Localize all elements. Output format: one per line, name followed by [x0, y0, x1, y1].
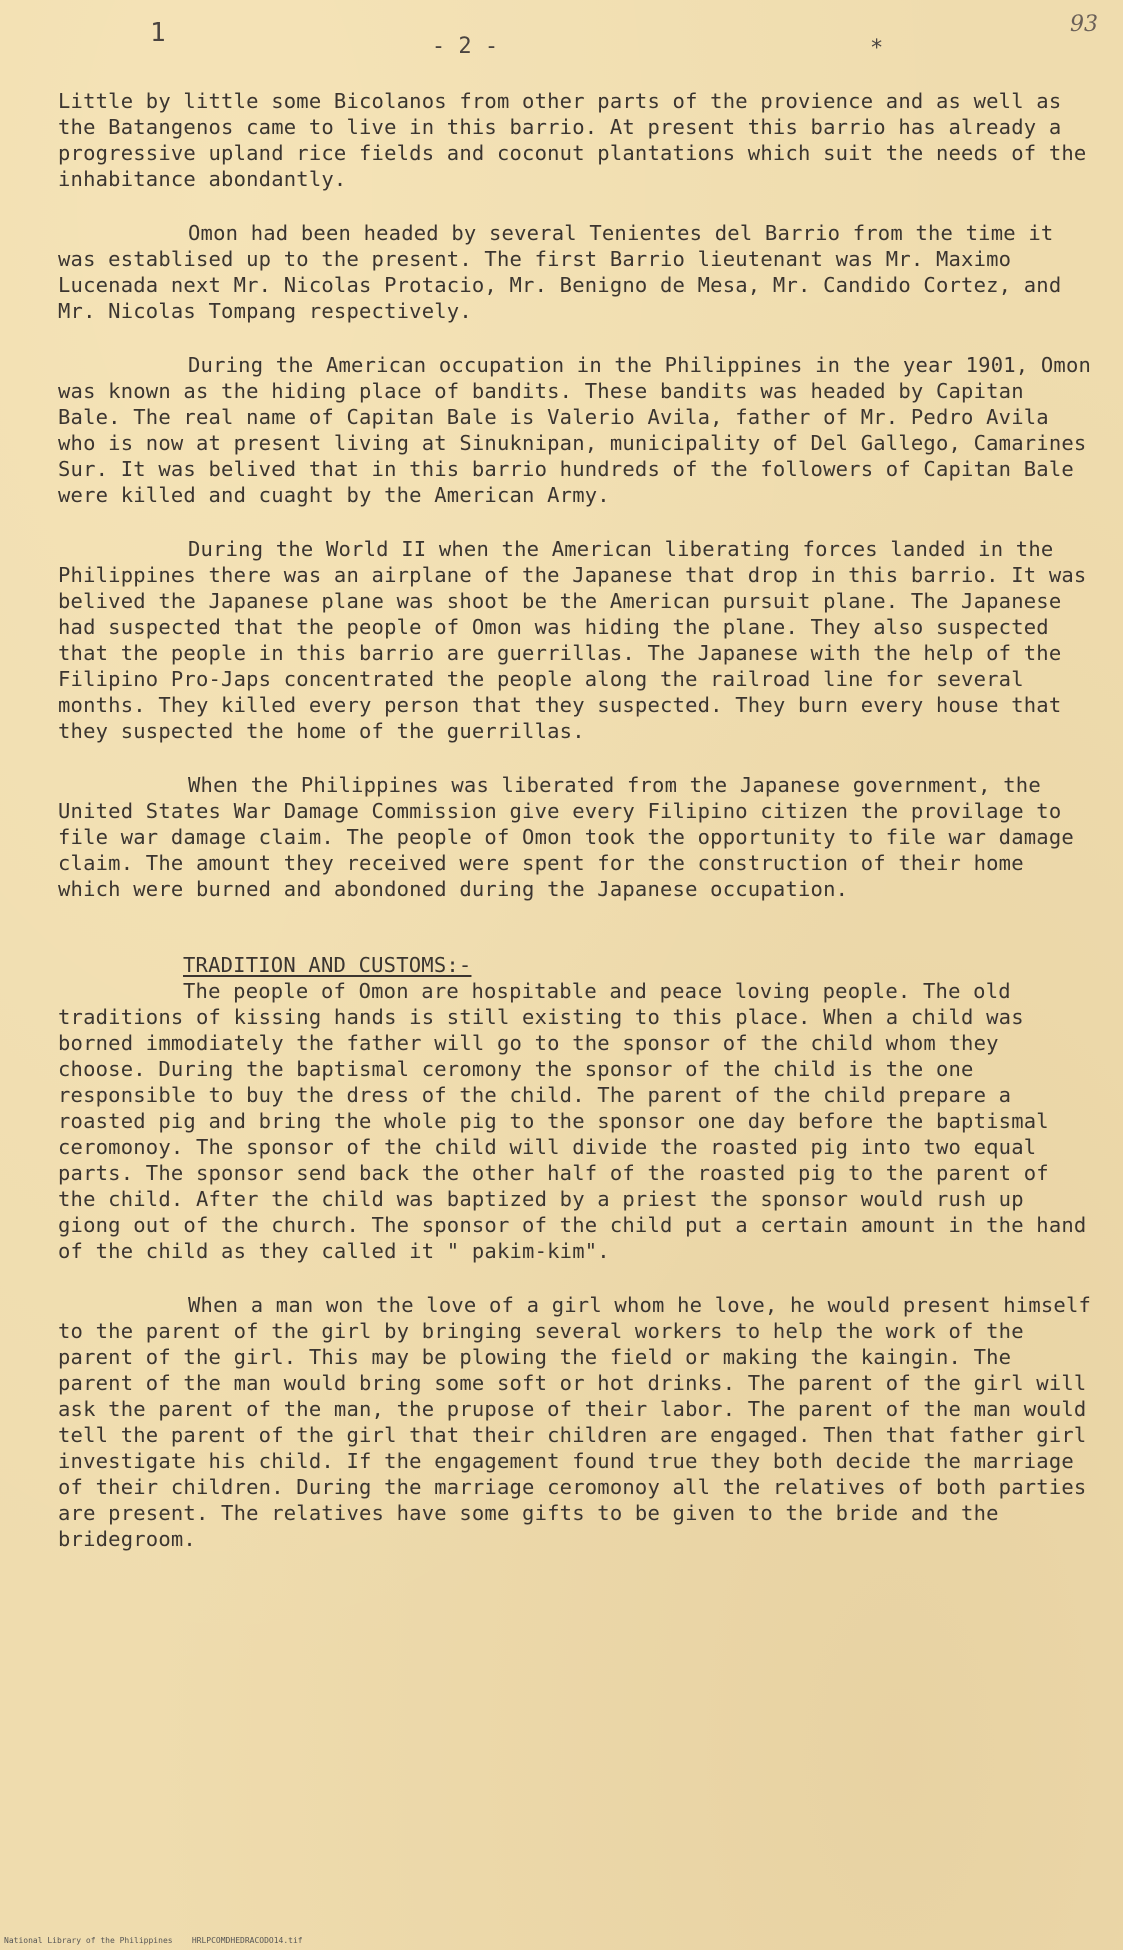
paragraph-settlement: Little by little some Bicolanos from other parts of the provience and as well as the Batangenos came to live in this barrio. At present this barrio has already a progressive upland rice fields and coconut plantations which suit the needs of the inhabitance abondantly.: [58, 89, 1099, 191]
handwritten-page-number: 93: [1070, 12, 1098, 37]
paragraph-baptism-traditions: The people of Omon are hospitable and peace loving people. The old traditions of kissing hands is still existing to this place. When a child was borned immodiately the father will go to the sponsor of the child whom they choose. During the baptismal ceromony the sponsor of the child is the one responsible to buy the dress of the child. The parent of the child prepare a roasted pig and bring the whole pig to the sponsor one day before the baptismal ceromonoy. The sponsor of the child will divide the roasted pig into two equal parts. The sponsor send back the other half of the roasted pig to the parent of the child. After the child was baptized by a priest the sponsor would rush up giong out of the church. The sponsor of the child put a certain amount in the hand of the child as they called it " pakim-kim".: [58, 979, 1099, 1263]
paragraph-world-war-ii: During the World II when the American liberating forces landed in the Philippines there was an airplane of the Japanese that drop in this barrio. It was belived the Japanese plane was shoot be the American pursuit plane. The Japanese had suspected that the people of Omon was hiding the plane. They also suspected that the people in this barrio are guerrillas. The Japanese with the help of the Filipino Pro-Japs concentrated the people along the railroad line for several months. They killed every person that they suspected. They burn every house that they suspected the home of the guerrillas.: [58, 537, 1099, 743]
paragraph-courtship-marriage: When a man won the love of a girl whom he love, he would present himself to the parent of the girl by bringing several workers to help the work of the parent of the girl. This may be plowing the field or making the kaingin. The parent of the man would bring some soft or hot drinks. The parent of the girl will ask the parent of the man, the prupose of their labor. The parent of the man would tell the parent of the girl that their children are engaged. Then that father girl investigate his child. If the engagement found true they both decide the marriage of their children. During the marriage ceromonoy all the relatives of both parties are present. The relatives have some gifts to be given to the bride and the bridegroom.: [58, 1293, 1104, 1551]
paragraph-liberation: When the Philippines was liberated from the Japanese government, the United States War Damage Commission give every Filipino citizen the provilage to file war damage claim. The people of Omon took the opportunity to file war damage claim. The amount they received were spent for the construction of their home which were burned and abondoned during the Japanese occupation.: [58, 773, 1087, 901]
section-heading-traditions: TRADITION AND CUSTOMS:-: [183, 953, 472, 977]
left-margin-mark: 1: [150, 18, 166, 48]
paragraph-barrio-leaders: Omon had been headed by several Tenientes del Barrio from the time it was establised up to the present. The first Barrio lieutenant was Mr. Maximo Lucenada next Mr. Nicolas Protacio, Mr. Benigno de Mesa, Mr. Candido Cortez, and Mr. Nicolas Tompang respectively.: [58, 221, 1074, 323]
archive-footer: National Library of the Philippines HRLPCOMDHEDRACODO14.tif: [4, 1936, 303, 1945]
document-body: [58, 88, 1104, 1580]
right-margin-mark: *: [870, 36, 884, 61]
page-number: - 2 -: [431, 34, 499, 59]
paragraph-american-occupation: During the American occupation in the Philippines in the year 1901, Omon was known as the hiding place of bandits. These bandits was headed by Capitan Bale. The real name of Capitan Bale is Valerio Avila, father of Mr. Pedro Avila who is now at present living at Sinuknipan, municipality of Del Gallego, Camarines Sur. It was belived that in this barrio hundreds of the followers of Capitan Bale were killed and cuaght by the American Army.: [58, 353, 1104, 507]
